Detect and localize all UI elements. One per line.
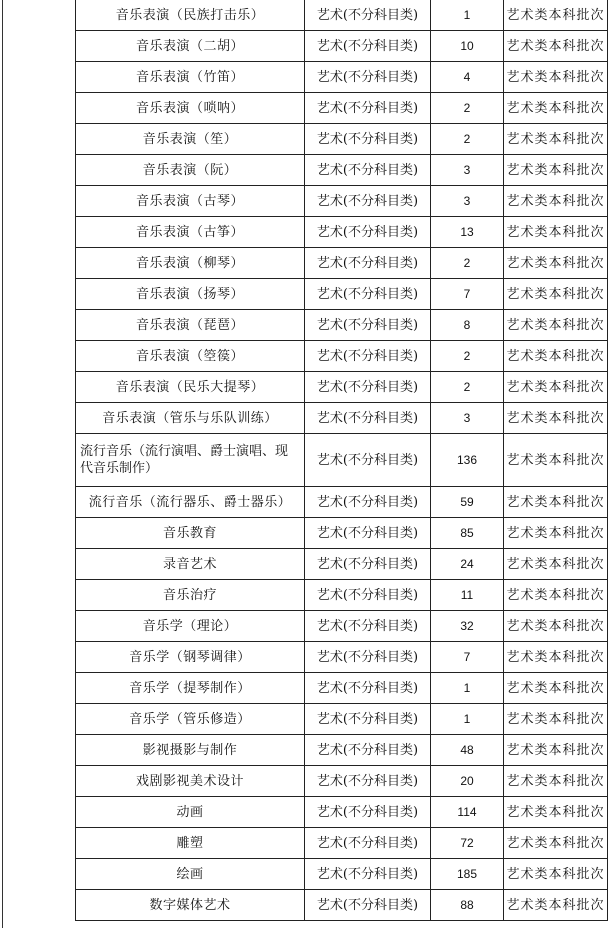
admission-batch-cell: 艺术类本科批次 — [504, 186, 608, 217]
admission-batch-cell: 艺术类本科批次 — [504, 704, 608, 735]
admission-batch-cell: 艺术类本科批次 — [504, 828, 608, 859]
plan-count-cell: 10 — [431, 31, 504, 62]
major-name-cell: 音乐表演（琵琶） — [76, 310, 305, 341]
plan-count-cell: 4 — [431, 62, 504, 93]
major-name-cell: 绘画 — [76, 859, 305, 890]
major-name-cell: 音乐学（管乐修造） — [76, 704, 305, 735]
major-name-cell: 戏剧影视美术设计 — [76, 766, 305, 797]
plan-count-cell: 2 — [431, 341, 504, 372]
subject-type-cell: 艺术(不分科目类) — [305, 217, 431, 248]
subject-type-cell: 艺术(不分科目类) — [305, 248, 431, 279]
subject-type-cell: 艺术(不分科目类) — [305, 766, 431, 797]
table-row — [76, 155, 608, 186]
plan-count-cell: 11 — [431, 580, 504, 611]
admission-batch-cell: 艺术类本科批次 — [504, 673, 608, 704]
major-name-cell: 音乐表演（阮） — [76, 155, 305, 186]
subject-type-cell: 艺术(不分科目类) — [305, 549, 431, 580]
major-name-cell: 音乐表演（古琴） — [76, 186, 305, 217]
table-row — [76, 93, 608, 124]
page-left-rule — [2, 0, 3, 928]
table-row — [76, 0, 608, 31]
table-row — [76, 279, 608, 310]
plan-count-cell: 32 — [431, 611, 504, 642]
plan-count-cell: 88 — [431, 890, 504, 921]
major-name-cell: 数字媒体艺术 — [76, 890, 305, 921]
table-row — [76, 859, 608, 890]
subject-type-cell: 艺术(不分科目类) — [305, 859, 431, 890]
subject-type-cell: 艺术(不分科目类) — [305, 797, 431, 828]
plan-count-cell: 59 — [431, 487, 504, 518]
subject-type-cell: 艺术(不分科目类) — [305, 580, 431, 611]
admission-batch-cell: 艺术类本科批次 — [504, 93, 608, 124]
admission-batch-cell: 艺术类本科批次 — [504, 310, 608, 341]
major-name-cell: 音乐表演（竹笛） — [76, 62, 305, 93]
subject-type-cell: 艺术(不分科目类) — [305, 434, 431, 487]
subject-type-cell: 艺术(不分科目类) — [305, 704, 431, 735]
table-body — [76, 0, 608, 921]
table-row — [76, 434, 608, 487]
plan-count-cell: 185 — [431, 859, 504, 890]
subject-type-cell: 艺术(不分科目类) — [305, 518, 431, 549]
major-name-cell: 影视摄影与制作 — [76, 735, 305, 766]
subject-type-cell: 艺术(不分科目类) — [305, 611, 431, 642]
subject-type-cell: 艺术(不分科目类) — [305, 673, 431, 704]
admission-batch-cell: 艺术类本科批次 — [504, 372, 608, 403]
admission-batch-cell: 艺术类本科批次 — [504, 31, 608, 62]
enrollment-plan-table — [75, 0, 608, 921]
major-name-cell: 流行音乐（流行演唱、爵士演唱、现代音乐制作） — [76, 434, 305, 487]
subject-type-cell: 艺术(不分科目类) — [305, 642, 431, 673]
admission-batch-cell: 艺术类本科批次 — [504, 0, 608, 31]
major-name-cell: 音乐表演（管乐与乐队训练） — [76, 403, 305, 434]
table-row — [76, 642, 608, 673]
major-name-cell: 音乐表演（民乐大提琴） — [76, 372, 305, 403]
table-row — [76, 217, 608, 248]
subject-type-cell: 艺术(不分科目类) — [305, 124, 431, 155]
table-row — [76, 735, 608, 766]
subject-type-cell: 艺术(不分科目类) — [305, 735, 431, 766]
major-name-cell: 音乐教育 — [76, 518, 305, 549]
admission-batch-cell: 艺术类本科批次 — [504, 124, 608, 155]
plan-count-cell: 8 — [431, 310, 504, 341]
plan-count-cell: 1 — [431, 704, 504, 735]
major-name-cell: 音乐表演（箜篌） — [76, 341, 305, 372]
table-row — [76, 62, 608, 93]
plan-count-cell: 3 — [431, 155, 504, 186]
table-row — [76, 766, 608, 797]
subject-type-cell: 艺术(不分科目类) — [305, 155, 431, 186]
major-name-cell: 音乐学（钢琴调律） — [76, 642, 305, 673]
major-name-cell: 音乐表演（扬琴） — [76, 279, 305, 310]
admission-batch-cell: 艺术类本科批次 — [504, 611, 608, 642]
plan-count-cell: 7 — [431, 642, 504, 673]
plan-count-cell: 2 — [431, 93, 504, 124]
subject-type-cell: 艺术(不分科目类) — [305, 31, 431, 62]
admission-batch-cell: 艺术类本科批次 — [504, 797, 608, 828]
plan-count-cell: 3 — [431, 186, 504, 217]
major-name-cell: 音乐表演（民族打击乐） — [76, 0, 305, 31]
table-row — [76, 124, 608, 155]
plan-count-cell: 1 — [431, 673, 504, 704]
admission-batch-cell: 艺术类本科批次 — [504, 890, 608, 921]
subject-type-cell: 艺术(不分科目类) — [305, 403, 431, 434]
table-row — [76, 248, 608, 279]
admission-batch-cell: 艺术类本科批次 — [504, 735, 608, 766]
major-name-cell: 音乐表演（古筝） — [76, 217, 305, 248]
subject-type-cell: 艺术(不分科目类) — [305, 310, 431, 341]
table-row — [76, 518, 608, 549]
plan-count-cell: 2 — [431, 248, 504, 279]
admission-batch-cell: 艺术类本科批次 — [504, 403, 608, 434]
subject-type-cell: 艺术(不分科目类) — [305, 186, 431, 217]
table-row — [76, 580, 608, 611]
plan-count-cell: 2 — [431, 372, 504, 403]
major-name-cell: 音乐表演（二胡） — [76, 31, 305, 62]
table-row — [76, 186, 608, 217]
admission-batch-cell: 艺术类本科批次 — [504, 341, 608, 372]
admission-batch-cell: 艺术类本科批次 — [504, 217, 608, 248]
major-name-cell: 流行音乐（流行器乐、爵士器乐） — [76, 487, 305, 518]
major-name-cell: 音乐表演（笙） — [76, 124, 305, 155]
plan-count-cell: 13 — [431, 217, 504, 248]
admission-batch-cell: 艺术类本科批次 — [504, 642, 608, 673]
table-row — [76, 372, 608, 403]
table-row — [76, 31, 608, 62]
plan-count-cell: 85 — [431, 518, 504, 549]
major-name-cell: 音乐表演（唢呐） — [76, 93, 305, 124]
admission-batch-cell: 艺术类本科批次 — [504, 248, 608, 279]
table-row — [76, 890, 608, 921]
table-row — [76, 704, 608, 735]
table-row — [76, 673, 608, 704]
plan-count-cell: 114 — [431, 797, 504, 828]
admission-batch-cell: 艺术类本科批次 — [504, 549, 608, 580]
plan-count-cell: 72 — [431, 828, 504, 859]
major-name-cell: 音乐学（提琴制作） — [76, 673, 305, 704]
table-row — [76, 611, 608, 642]
admission-batch-cell: 艺术类本科批次 — [504, 859, 608, 890]
admission-batch-cell: 艺术类本科批次 — [504, 580, 608, 611]
plan-count-cell: 136 — [431, 434, 504, 487]
subject-type-cell: 艺术(不分科目类) — [305, 487, 431, 518]
table-row — [76, 487, 608, 518]
major-name-cell: 音乐表演（柳琴） — [76, 248, 305, 279]
plan-count-cell: 2 — [431, 124, 504, 155]
plan-count-cell: 48 — [431, 735, 504, 766]
subject-type-cell: 艺术(不分科目类) — [305, 890, 431, 921]
table-row — [76, 549, 608, 580]
plan-count-cell: 20 — [431, 766, 504, 797]
admission-batch-cell: 艺术类本科批次 — [504, 279, 608, 310]
admission-batch-cell: 艺术类本科批次 — [504, 155, 608, 186]
major-name-cell: 音乐治疗 — [76, 580, 305, 611]
plan-count-cell: 24 — [431, 549, 504, 580]
admission-batch-cell: 艺术类本科批次 — [504, 518, 608, 549]
subject-type-cell: 艺术(不分科目类) — [305, 0, 431, 31]
admission-batch-cell: 艺术类本科批次 — [504, 487, 608, 518]
table-row — [76, 341, 608, 372]
plan-count-cell: 1 — [431, 0, 504, 31]
subject-type-cell: 艺术(不分科目类) — [305, 341, 431, 372]
table-row — [76, 797, 608, 828]
subject-type-cell: 艺术(不分科目类) — [305, 93, 431, 124]
admission-batch-cell: 艺术类本科批次 — [504, 434, 608, 487]
table-row — [76, 310, 608, 341]
major-name-cell: 音乐学（理论） — [76, 611, 305, 642]
plan-count-cell: 7 — [431, 279, 504, 310]
subject-type-cell: 艺术(不分科目类) — [305, 828, 431, 859]
major-name-cell: 雕塑 — [76, 828, 305, 859]
admission-batch-cell: 艺术类本科批次 — [504, 62, 608, 93]
subject-type-cell: 艺术(不分科目类) — [305, 372, 431, 403]
table-row — [76, 403, 608, 434]
major-name-cell: 录音艺术 — [76, 549, 305, 580]
table-row — [76, 828, 608, 859]
subject-type-cell: 艺术(不分科目类) — [305, 62, 431, 93]
admission-batch-cell: 艺术类本科批次 — [504, 766, 608, 797]
major-name-cell: 动画 — [76, 797, 305, 828]
plan-count-cell: 3 — [431, 403, 504, 434]
subject-type-cell: 艺术(不分科目类) — [305, 279, 431, 310]
